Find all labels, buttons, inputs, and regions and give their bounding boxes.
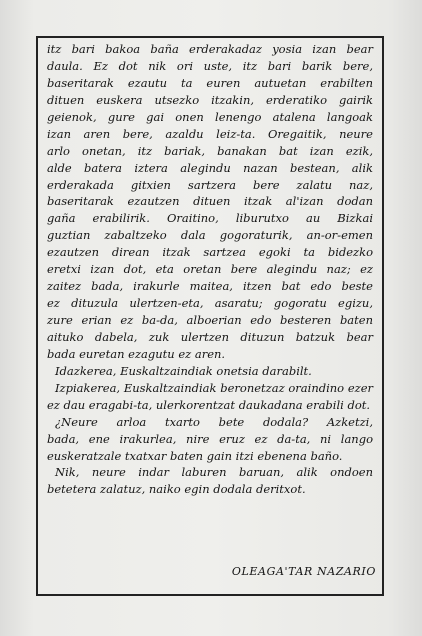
- text-line: bada euretan ezagutu ez aren.: [47, 346, 226, 361]
- text-line: gaña erabilirik. Oraitino, liburutxo au Bizkai: [47, 211, 373, 226]
- author-signature: OLEAGA'TAR NAZARIO: [231, 565, 376, 578]
- text-line: daula. Ez dot nik ori uste, itz bari barik bere,: [47, 58, 373, 73]
- text-line: Izpiakerea, Euskaltzaindiak beronetzaz oraindino: [55, 380, 345, 395]
- text-line: zaitez bada, irakurle maitea, itzen bat edo beste: [47, 279, 373, 294]
- body-text: [47, 41, 373, 498]
- text-line: Nik, neure indar laburen baruan, alik ondoen: [55, 465, 373, 480]
- text-line: itz bari bakoa baña erderakadaz yosia izan bear: [47, 42, 373, 56]
- text-line: Idazkerea, Euskaltzaindiak onetsia darabilt.: [55, 363, 312, 378]
- text-line: aituko dabela, zuk ulertzen dituzun batzuk bear: [47, 329, 373, 344]
- text-line: euskeratzale txatxar baten gain itzi ebenena baño.: [47, 448, 343, 463]
- text-line: guztian zabaltzeko dala gogoraturik, an-or-emen: [47, 228, 373, 243]
- text-line: izan aren bere, azaldu leiz-ta. Oregaitik, neure: [47, 126, 373, 141]
- paragraph-closing: [47, 464, 373, 498]
- text-line: eretxi izan dot, eta oretan bere alegindu naz; ez: [47, 262, 373, 277]
- text-line: ezer ez dau eragabi-ta, ulerkorentzat daukadana erabili dot.: [47, 380, 373, 412]
- text-line: geienok, gure gai onen lenengo atalena langoak: [47, 109, 373, 124]
- text-line: alde batera iztera alegindu nazan bestean, alik: [47, 160, 373, 175]
- paragraph-apology: [47, 414, 373, 465]
- text-line: baseritarak ezautzen dituen itzak al'izan dodan: [47, 194, 373, 209]
- text-line: bada, ene irakurlea, nire eruz ez da-ta, ni lango: [47, 431, 373, 446]
- text-line: arlo onetan, itz bariak, banakan bat izan ezik,: [47, 143, 373, 158]
- text-line: betetera zalatuz, naiko egin dodala deritxot.: [47, 482, 306, 497]
- text-line: dituen euskera utsezko itzakin, erderatiko gairik: [47, 92, 373, 107]
- paragraph-script: [47, 380, 373, 414]
- text-line: ezautzen direan itzak sartzea egoki ta bidezko: [47, 245, 373, 260]
- text-line: ez dituzula ulertzen-eta, asaratu; gogoratu egizu,: [47, 296, 373, 311]
- text-line: erderakada gitxien sartzera bere zalatu naz,: [47, 177, 373, 192]
- text-line: baseritarak ezautu ta euren autuetan erabilten: [47, 75, 373, 90]
- text-line: ¿Neure arloa txarto bete dodala? Azketzi,: [55, 414, 373, 429]
- paragraph-orthography: [47, 363, 373, 380]
- paragraph-main: [47, 41, 373, 363]
- text-line: zure erian ez ba-da, alboerian edo besteren baten: [47, 313, 373, 327]
